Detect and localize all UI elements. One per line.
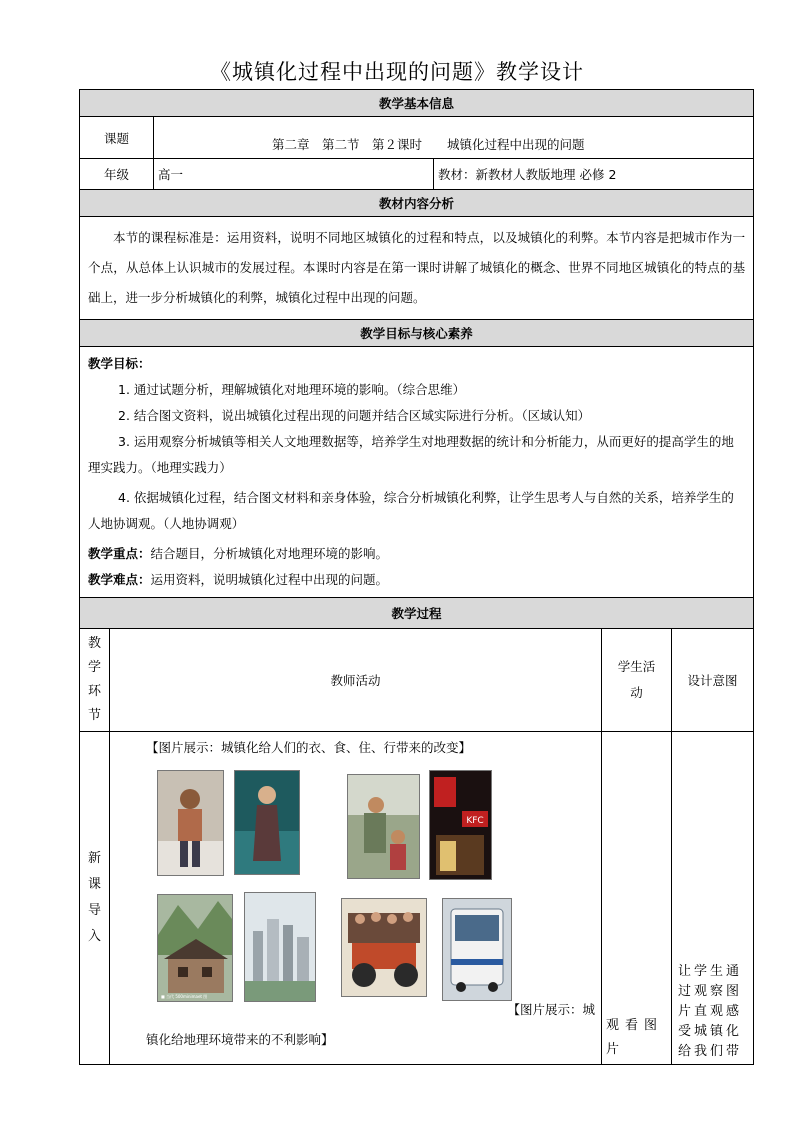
lesson-plan-table <box>79 89 754 1065</box>
teacher-activity-line: 镇化给地理环境带来的不利影响】 <box>146 1032 334 1047</box>
section-header-basic-info: 教学基本信息 <box>80 90 754 117</box>
key-point: 教学重点：结合题目，分析城镇化对地理环境的影响。 <box>88 546 389 561</box>
goal-item: 3. 运用观察分析城镇等相关人文地理数据等，培养学生对地理数据的统计和分析能力，从而更好的提高学生的地理实践力。（地理实践力） <box>88 434 734 475</box>
goals-cell <box>80 347 754 598</box>
content-analysis-text: 本节的课程标准是：运用资料，说明不同地区城镇化的过程和特点，以及城镇化的利弊。本节内容是把城市作为一个点，从总体上认识城市的发展过程。本课时内容是在第一课时讲解了城镇化的概念、世界不同地区城镇化的特点的基础上，进一步分析城镇化的利弊，城镇化过程中出现的问题。 <box>80 217 754 320</box>
grade-label: 年级 <box>80 159 154 190</box>
teacher-activity-line: 【图片展示：城 <box>507 1002 595 1017</box>
photo-village-house <box>157 894 233 1002</box>
photo-kfc-store <box>429 770 492 880</box>
svg-text:■ 当代 500minimaet 图: ■ 当代 500minimaet 图 <box>161 994 208 999</box>
stage-new-lesson: 新课导入 <box>80 732 110 1065</box>
topic-label: 课题 <box>80 117 154 159</box>
col-header-intent: 设计意图 <box>672 629 754 732</box>
col-header-stage: 教学环节 <box>80 629 110 732</box>
document-title: 《城镇化过程中出现的问题》教学设计 <box>210 60 584 84</box>
grade-value: 高一 <box>154 159 434 190</box>
section-header-content-analysis: 教材内容分析 <box>80 190 754 217</box>
photo-city-bus <box>442 898 512 1001</box>
photo-tractor-crowd <box>341 898 427 997</box>
col-header-student: 学生活动 <box>602 629 672 732</box>
photo-child-village <box>157 770 224 876</box>
teacher-activity-line: 【图片展示：城镇化给人们的衣、食、住、行带来的改变】 <box>146 740 472 755</box>
textbook-value: 教材：新教材人教版地理 必修 2 <box>434 159 754 190</box>
student-activity-cell: 观看图片 <box>602 732 672 1065</box>
col-header-teacher: 教师活动 <box>110 629 602 732</box>
topic-value: 第二章 第二节 第２课时 城镇化过程中出现的问题 <box>154 117 754 159</box>
objectives-label: 教学目标： <box>88 356 151 371</box>
section-header-goals: 教学目标与核心素养 <box>80 320 754 347</box>
photo-fashion-woman <box>234 770 300 875</box>
svg-text:KFC: KFC <box>466 816 484 826</box>
goal-item: 1. 通过试题分析，理解城镇化对地理环境的影响。（综合思维） <box>118 382 466 397</box>
photo-man-child <box>347 774 420 879</box>
teacher-activity-cell <box>110 732 602 1065</box>
goal-item: 4. 依据城镇化过程，结合图文材料和亲身体验，综合分析城镇化利弊，让学生思考人与自然的关系，培养学生的人地协调观。（人地协调观） <box>88 490 734 531</box>
difficult-point: 教学难点：运用资料，说明城镇化过程中出现的问题。 <box>88 572 389 587</box>
design-intent-cell: 让学生通过观察图片直观感受城镇化给我们带 <box>672 732 754 1065</box>
section-header-process: 教学过程 <box>80 598 754 629</box>
goal-item: 2. 结合图文资料，说出城镇化过程出现的问题并结合区域实际进行分析。（区域认知） <box>118 408 591 423</box>
photo-city-towers <box>244 892 316 1002</box>
